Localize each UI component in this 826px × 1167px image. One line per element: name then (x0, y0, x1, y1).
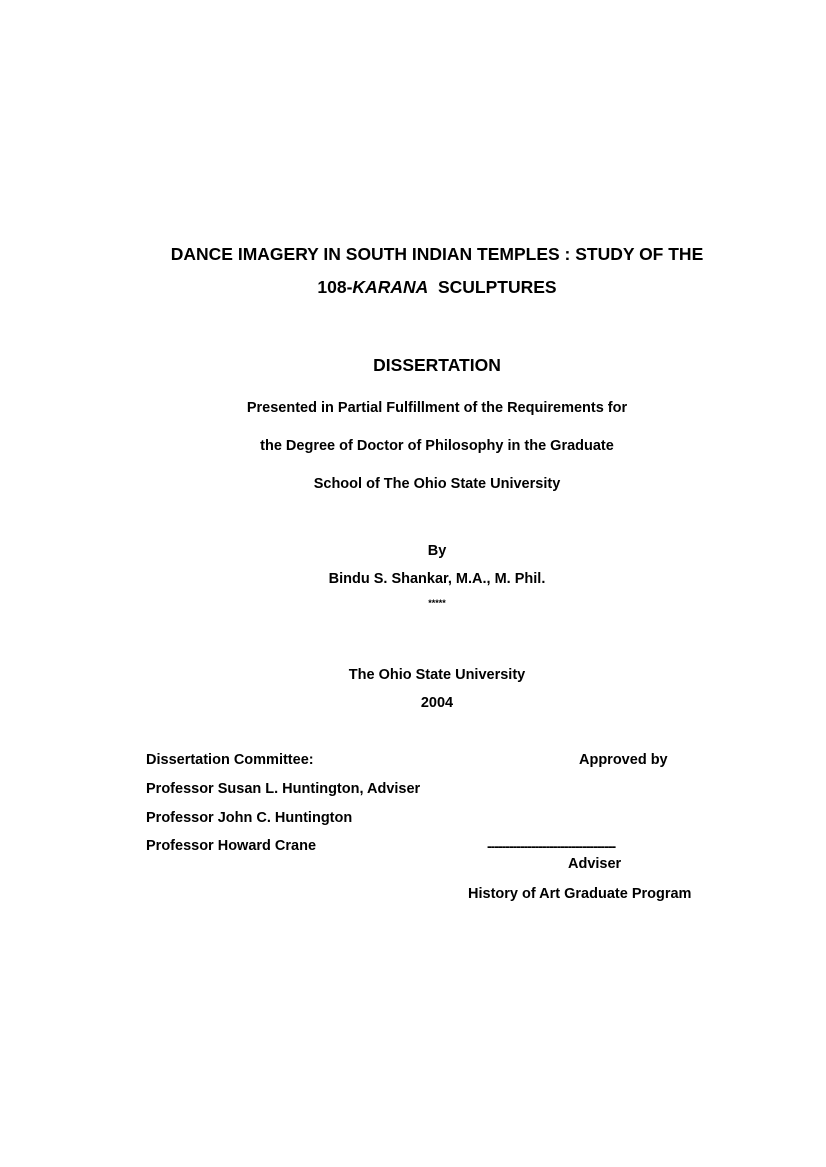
program-name: History of Art Graduate Program (468, 886, 692, 902)
approved-by-label: Approved by (579, 752, 668, 768)
title-suffix: SCULPTURES (437, 277, 557, 297)
adviser-label: Adviser (568, 856, 622, 872)
statement-line-3: School of The Ohio State University (313, 476, 561, 492)
title-line-1: DANCE IMAGERY IN SOUTH INDIAN TEMPLES : STUDY OF THE (170, 244, 704, 264)
signature-line: ----------------------------------- (487, 838, 616, 854)
committee-member: Professor Susan L. Huntington, Adviser (146, 781, 421, 797)
university: The Ohio State University (348, 667, 526, 683)
title-line-2 (0, 277, 826, 298)
statement-line-1: Presented in Partial Fulfillment of the Requirements for (246, 400, 628, 416)
separator: ***** (428, 598, 446, 608)
year: 2004 (420, 695, 454, 711)
title-prefix: 108- (317, 277, 353, 297)
author: Bindu S. Shankar, M.A., M. Phil. (328, 571, 546, 587)
committee-member: Professor John C. Huntington (146, 810, 353, 826)
committee-heading: Dissertation Committee: (146, 752, 314, 768)
committee-member: Professor Howard Crane (146, 838, 317, 854)
statement-line-2: the Degree of Doctor of Philosophy in the Graduate (260, 438, 614, 454)
by-label: By (427, 543, 447, 559)
document-type: DISSERTATION (373, 355, 501, 375)
title-italic: KARANA (352, 277, 429, 297)
